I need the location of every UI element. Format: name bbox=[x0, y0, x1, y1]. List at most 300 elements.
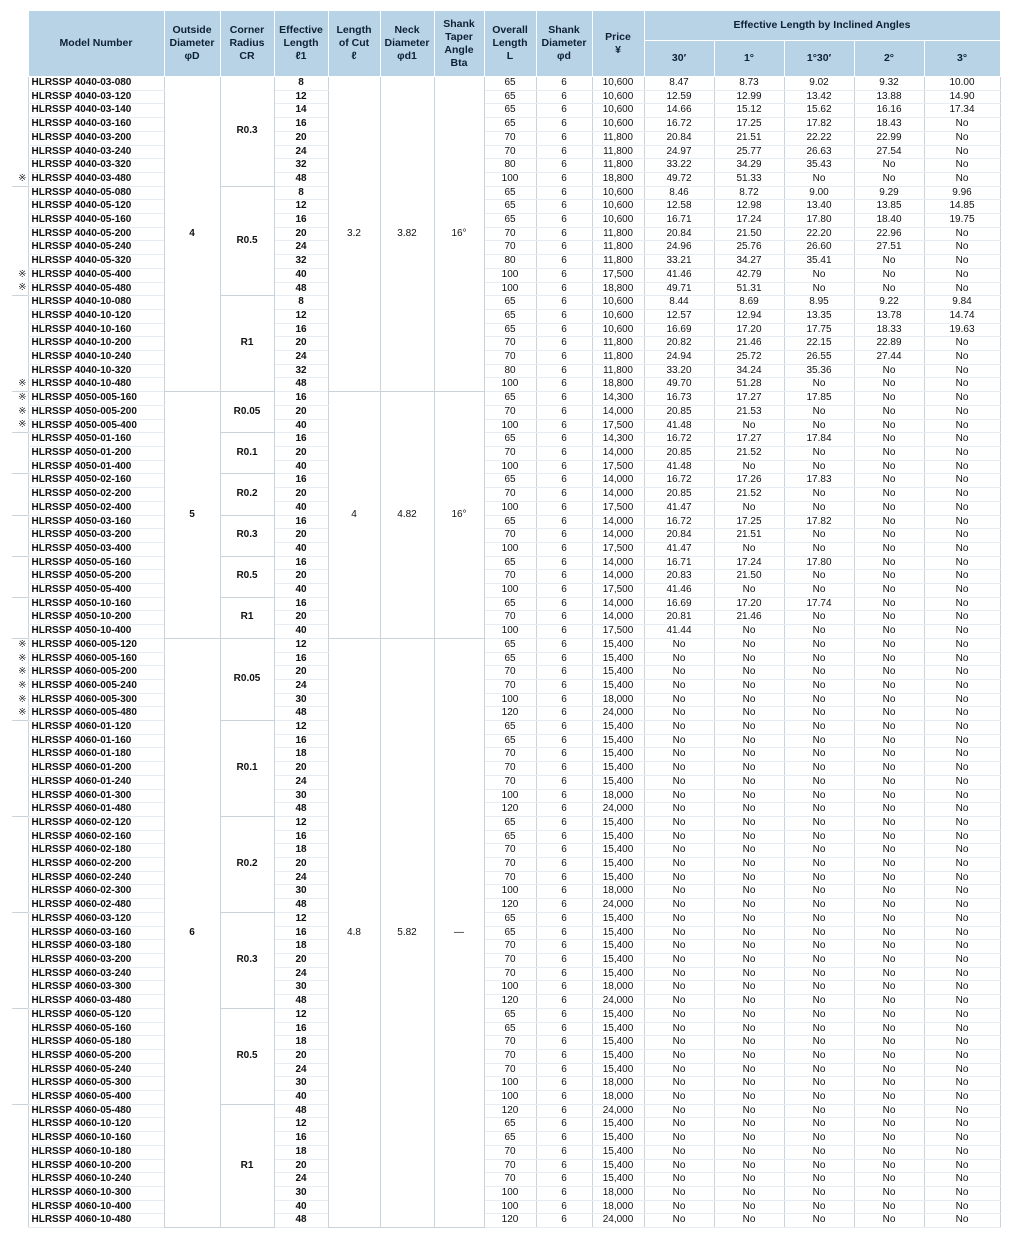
table-row bbox=[12, 954, 1000, 968]
inclined-length-cell: 17.27 bbox=[714, 392, 784, 406]
outside-diameter-cell: 6 bbox=[164, 638, 220, 1227]
table-row bbox=[12, 255, 1000, 269]
outside-diameter-cell: 4 bbox=[164, 77, 220, 392]
price-cell: 15,400 bbox=[592, 830, 644, 844]
overall-length-cell: 100 bbox=[484, 460, 536, 474]
inclined-length-cell: No bbox=[784, 1132, 854, 1146]
overall-length-cell: 70 bbox=[484, 844, 536, 858]
model-number-cell: HLRSSP 4040-10-160 bbox=[28, 323, 164, 337]
inclined-length-cell: No bbox=[854, 446, 924, 460]
table-row bbox=[12, 981, 1000, 995]
inclined-length-cell: No bbox=[924, 584, 1000, 598]
overall-length-cell: 100 bbox=[484, 542, 536, 556]
price-cell: 15,400 bbox=[592, 940, 644, 954]
price-cell: 15,400 bbox=[592, 1132, 644, 1146]
inclined-length-cell: No bbox=[714, 912, 784, 926]
table-row bbox=[12, 460, 1000, 474]
overall-length-cell: 70 bbox=[484, 679, 536, 693]
shank-diameter-cell: 6 bbox=[536, 186, 592, 200]
price-cell: 15,400 bbox=[592, 858, 644, 872]
inclined-length-cell: No bbox=[924, 954, 1000, 968]
table-row bbox=[12, 940, 1000, 954]
inclined-length-cell: No bbox=[924, 995, 1000, 1009]
inclined-length-cell: No bbox=[784, 858, 854, 872]
inclined-length-cell: No bbox=[854, 282, 924, 296]
header-line: φd1 bbox=[397, 50, 417, 62]
shank-diameter-cell: 6 bbox=[536, 200, 592, 214]
effective-length-cell: 30 bbox=[274, 1077, 328, 1091]
note-marker bbox=[12, 570, 28, 584]
effective-length-cell: 48 bbox=[274, 707, 328, 721]
effective-length-cell: 24 bbox=[274, 241, 328, 255]
effective-length-cell: 20 bbox=[274, 1159, 328, 1173]
inclined-length-cell: No bbox=[644, 940, 714, 954]
inclined-length-cell: No bbox=[714, 748, 784, 762]
inclined-length-cell: No bbox=[854, 611, 924, 625]
inclined-length-cell: No bbox=[924, 638, 1000, 652]
inclined-length-cell: No bbox=[924, 1049, 1000, 1063]
inclined-length-cell: No bbox=[854, 940, 924, 954]
effective-length-cell: 30 bbox=[274, 1186, 328, 1200]
model-number-cell: HLRSSP 4040-03-140 bbox=[28, 104, 164, 118]
inclined-length-cell: No bbox=[714, 1159, 784, 1173]
inclined-length-cell: No bbox=[854, 844, 924, 858]
model-number-cell: HLRSSP 4060-01-240 bbox=[28, 775, 164, 789]
overall-length-cell: 65 bbox=[484, 323, 536, 337]
price-cell: 15,400 bbox=[592, 1008, 644, 1022]
table-row bbox=[12, 721, 1000, 735]
inclined-length-cell: No bbox=[784, 1200, 854, 1214]
table-row bbox=[12, 638, 1000, 652]
inclined-length-cell: No bbox=[854, 871, 924, 885]
overall-length-cell: 70 bbox=[484, 858, 536, 872]
inclined-length-cell: No bbox=[924, 570, 1000, 584]
table-row bbox=[12, 1145, 1000, 1159]
inclined-length-cell: No bbox=[714, 1036, 784, 1050]
model-number-cell: HLRSSP 4040-05-120 bbox=[28, 200, 164, 214]
inclined-length-cell: No bbox=[714, 1118, 784, 1132]
effective-length-cell: 16 bbox=[274, 474, 328, 488]
table-row bbox=[12, 611, 1000, 625]
inclined-length-cell: No bbox=[714, 844, 784, 858]
inclined-length-cell: No bbox=[644, 707, 714, 721]
table-row bbox=[12, 131, 1000, 145]
note-marker bbox=[12, 337, 28, 351]
header-length-of-cut bbox=[328, 11, 380, 77]
effective-length-cell: 48 bbox=[274, 899, 328, 913]
model-number-cell: HLRSSP 4060-02-200 bbox=[28, 858, 164, 872]
inclined-length-cell: No bbox=[714, 1063, 784, 1077]
model-number-cell: HLRSSP 4040-10-080 bbox=[28, 296, 164, 310]
table-row bbox=[12, 378, 1000, 392]
note-marker: ※ bbox=[18, 707, 27, 719]
overall-length-cell: 120 bbox=[484, 1104, 536, 1118]
shank-diameter-cell: 6 bbox=[536, 392, 592, 406]
inclined-length-cell: No bbox=[644, 1132, 714, 1146]
inclined-length-cell: No bbox=[714, 816, 784, 830]
inclined-length-cell: No bbox=[854, 1063, 924, 1077]
inclined-length-cell: No bbox=[924, 474, 1000, 488]
effective-length-cell: 16 bbox=[274, 433, 328, 447]
shank-diameter-cell: 6 bbox=[536, 899, 592, 913]
note-marker bbox=[12, 775, 28, 789]
shank-diameter-cell: 6 bbox=[536, 1049, 592, 1063]
effective-length-cell: 20 bbox=[274, 227, 328, 241]
note-marker bbox=[12, 227, 28, 241]
note-marker bbox=[12, 1173, 28, 1187]
model-number-cell: HLRSSP 4040-03-200 bbox=[28, 131, 164, 145]
effective-length-cell: 20 bbox=[274, 337, 328, 351]
header-angle: 1°30′ bbox=[784, 41, 854, 77]
inclined-length-cell: 20.84 bbox=[644, 529, 714, 543]
inclined-length-cell: 35.41 bbox=[784, 255, 854, 269]
price-cell: 18,000 bbox=[592, 1091, 644, 1105]
inclined-length-cell: 33.22 bbox=[644, 159, 714, 173]
overall-length-cell: 65 bbox=[484, 309, 536, 323]
model-number-cell: HLRSSP 4050-01-400 bbox=[28, 460, 164, 474]
table-row bbox=[12, 90, 1000, 104]
inclined-length-cell: No bbox=[784, 1173, 854, 1187]
inclined-length-cell: No bbox=[924, 501, 1000, 515]
inclined-length-cell: 16.16 bbox=[854, 104, 924, 118]
inclined-length-cell: No bbox=[714, 693, 784, 707]
header-model-number: Model Number bbox=[28, 11, 164, 77]
inclined-length-cell: 20.85 bbox=[644, 488, 714, 502]
inclined-length-cell: 17.83 bbox=[784, 474, 854, 488]
price-cell: 14,000 bbox=[592, 529, 644, 543]
inclined-length-cell: No bbox=[784, 995, 854, 1009]
corner-radius-cell: R1 bbox=[220, 296, 274, 392]
overall-length-cell: 100 bbox=[484, 282, 536, 296]
inclined-length-cell: 8.72 bbox=[714, 186, 784, 200]
inclined-length-cell: 17.74 bbox=[784, 597, 854, 611]
inclined-length-cell: No bbox=[714, 762, 784, 776]
inclined-length-cell: No bbox=[854, 1145, 924, 1159]
overall-length-cell: 120 bbox=[484, 995, 536, 1009]
note-marker bbox=[12, 816, 28, 830]
overall-length-cell: 70 bbox=[484, 762, 536, 776]
inclined-length-cell: 35.36 bbox=[784, 364, 854, 378]
inclined-length-cell: 13.88 bbox=[854, 90, 924, 104]
inclined-length-cell: No bbox=[854, 1022, 924, 1036]
overall-length-cell: 70 bbox=[484, 748, 536, 762]
shank-diameter-cell: 6 bbox=[536, 1173, 592, 1187]
table-row bbox=[12, 446, 1000, 460]
corner-radius-cell: R0.5 bbox=[220, 1008, 274, 1104]
inclined-length-cell: 10.00 bbox=[924, 77, 1000, 91]
corner-radius-cell: R0.5 bbox=[220, 186, 274, 296]
corner-radius-cell: R1 bbox=[220, 1104, 274, 1227]
shank-diameter-cell: 6 bbox=[536, 762, 592, 776]
note-marker bbox=[12, 762, 28, 776]
inclined-length-cell: No bbox=[854, 926, 924, 940]
inclined-length-cell: No bbox=[924, 1036, 1000, 1050]
length-of-cut-cell: 3.2 bbox=[328, 77, 380, 392]
inclined-length-cell: 17.20 bbox=[714, 323, 784, 337]
effective-length-cell: 20 bbox=[274, 1049, 328, 1063]
header-effective-length bbox=[274, 11, 328, 77]
effective-length-cell: 12 bbox=[274, 1118, 328, 1132]
inclined-length-cell: No bbox=[854, 597, 924, 611]
table-row bbox=[12, 995, 1000, 1009]
table-row bbox=[12, 309, 1000, 323]
note-marker bbox=[12, 1091, 28, 1105]
shank-diameter-cell: 6 bbox=[536, 844, 592, 858]
effective-length-cell: 30 bbox=[274, 693, 328, 707]
inclined-length-cell: No bbox=[854, 1132, 924, 1146]
shank-diameter-cell: 6 bbox=[536, 488, 592, 502]
effective-length-cell: 12 bbox=[274, 721, 328, 735]
inclined-length-cell: No bbox=[784, 666, 854, 680]
effective-length-cell: 40 bbox=[274, 542, 328, 556]
overall-length-cell: 70 bbox=[484, 446, 536, 460]
model-number-cell: HLRSSP 4060-005-300 bbox=[28, 693, 164, 707]
price-cell: 11,800 bbox=[592, 351, 644, 365]
model-number-cell: HLRSSP 4050-005-160 bbox=[28, 392, 164, 406]
overall-length-cell: 70 bbox=[484, 1063, 536, 1077]
price-cell: 14,000 bbox=[592, 556, 644, 570]
inclined-length-cell: 17.34 bbox=[924, 104, 1000, 118]
shank-diameter-cell: 6 bbox=[536, 529, 592, 543]
inclined-length-cell: No bbox=[924, 775, 1000, 789]
inclined-length-cell: 49.70 bbox=[644, 378, 714, 392]
effective-length-cell: 16 bbox=[274, 734, 328, 748]
overall-length-cell: 65 bbox=[484, 912, 536, 926]
inclined-length-cell: No bbox=[854, 172, 924, 186]
overall-length-cell: 100 bbox=[484, 693, 536, 707]
model-number-cell: HLRSSP 4060-01-200 bbox=[28, 762, 164, 776]
inclined-length-cell: No bbox=[854, 255, 924, 269]
inclined-length-cell: 9.32 bbox=[854, 77, 924, 91]
overall-length-cell: 70 bbox=[484, 611, 536, 625]
inclined-length-cell: No bbox=[924, 282, 1000, 296]
overall-length-cell: 65 bbox=[484, 118, 536, 132]
note-marker bbox=[12, 296, 28, 310]
model-number-cell: HLRSSP 4050-02-200 bbox=[28, 488, 164, 502]
table-row bbox=[12, 186, 1000, 200]
effective-length-cell: 48 bbox=[274, 995, 328, 1009]
header-line: Taper bbox=[445, 30, 473, 43]
overall-length-cell: 65 bbox=[484, 104, 536, 118]
inclined-length-cell: No bbox=[784, 1008, 854, 1022]
inclined-length-cell: No bbox=[714, 501, 784, 515]
table-row bbox=[12, 1049, 1000, 1063]
inclined-length-cell: No bbox=[714, 1008, 784, 1022]
inclined-length-cell: No bbox=[854, 830, 924, 844]
overall-length-cell: 65 bbox=[484, 186, 536, 200]
overall-length-cell: 80 bbox=[484, 255, 536, 269]
inclined-length-cell: No bbox=[714, 871, 784, 885]
model-number-cell: HLRSSP 4060-10-480 bbox=[28, 1214, 164, 1228]
overall-length-cell: 100 bbox=[484, 885, 536, 899]
price-cell: 18,000 bbox=[592, 981, 644, 995]
model-number-cell: HLRSSP 4040-05-080 bbox=[28, 186, 164, 200]
effective-length-cell: 40 bbox=[274, 584, 328, 598]
effective-length-cell: 16 bbox=[274, 118, 328, 132]
note-marker bbox=[12, 1008, 28, 1022]
note-marker bbox=[12, 940, 28, 954]
inclined-length-cell: 21.53 bbox=[714, 405, 784, 419]
header-angle: 30′ bbox=[644, 41, 714, 77]
effective-length-cell: 24 bbox=[274, 679, 328, 693]
shank-diameter-cell: 6 bbox=[536, 214, 592, 228]
inclined-length-cell: 14.74 bbox=[924, 309, 1000, 323]
inclined-length-cell: No bbox=[854, 1186, 924, 1200]
price-cell: 17,500 bbox=[592, 419, 644, 433]
table-row bbox=[12, 159, 1000, 173]
overall-length-cell: 65 bbox=[484, 296, 536, 310]
inclined-length-cell: 34.27 bbox=[714, 255, 784, 269]
overall-length-cell: 65 bbox=[484, 926, 536, 940]
table-row bbox=[12, 597, 1000, 611]
note-marker bbox=[12, 789, 28, 803]
shank-diameter-cell: 6 bbox=[536, 1091, 592, 1105]
inclined-length-cell: 34.29 bbox=[714, 159, 784, 173]
overall-length-cell: 65 bbox=[484, 474, 536, 488]
inclined-length-cell: No bbox=[924, 255, 1000, 269]
table-row bbox=[12, 419, 1000, 433]
inclined-length-cell: No bbox=[854, 460, 924, 474]
price-cell: 14,000 bbox=[592, 488, 644, 502]
effective-length-cell: 24 bbox=[274, 1173, 328, 1187]
inclined-length-cell: No bbox=[924, 1132, 1000, 1146]
overall-length-cell: 100 bbox=[484, 584, 536, 598]
inclined-length-cell: No bbox=[644, 1173, 714, 1187]
table-row bbox=[12, 1008, 1000, 1022]
model-number-cell: HLRSSP 4060-02-160 bbox=[28, 830, 164, 844]
inclined-length-cell: No bbox=[924, 1104, 1000, 1118]
inclined-length-cell: No bbox=[644, 1036, 714, 1050]
inclined-length-cell: No bbox=[924, 419, 1000, 433]
shank-taper-cell: — bbox=[434, 638, 484, 1227]
note-marker: ※ bbox=[18, 378, 27, 390]
inclined-length-cell: No bbox=[924, 926, 1000, 940]
table-row bbox=[12, 542, 1000, 556]
inclined-length-cell: No bbox=[784, 748, 854, 762]
inclined-length-cell: No bbox=[644, 1022, 714, 1036]
table-row bbox=[12, 899, 1000, 913]
header-angle: 1° bbox=[714, 41, 784, 77]
note-marker bbox=[12, 104, 28, 118]
inclined-length-cell: No bbox=[714, 652, 784, 666]
price-cell: 15,400 bbox=[592, 638, 644, 652]
inclined-length-cell: 21.52 bbox=[714, 488, 784, 502]
inclined-length-cell: No bbox=[854, 529, 924, 543]
overall-length-cell: 70 bbox=[484, 351, 536, 365]
effective-length-cell: 16 bbox=[274, 926, 328, 940]
inclined-length-cell: 26.63 bbox=[784, 145, 854, 159]
inclined-length-cell: No bbox=[644, 981, 714, 995]
inclined-length-cell: 16.72 bbox=[644, 118, 714, 132]
price-cell: 15,400 bbox=[592, 1145, 644, 1159]
shank-diameter-cell: 6 bbox=[536, 268, 592, 282]
note-marker bbox=[12, 967, 28, 981]
shank-diameter-cell: 6 bbox=[536, 515, 592, 529]
header-angle: 2° bbox=[854, 41, 924, 77]
inclined-length-cell: No bbox=[854, 1091, 924, 1105]
table-row bbox=[12, 584, 1000, 598]
note-marker bbox=[12, 1186, 28, 1200]
table-row bbox=[12, 830, 1000, 844]
inclined-length-cell: No bbox=[714, 1186, 784, 1200]
inclined-length-cell: 21.52 bbox=[714, 446, 784, 460]
table-row bbox=[12, 1200, 1000, 1214]
inclined-length-cell: No bbox=[714, 1104, 784, 1118]
inclined-length-cell: No bbox=[924, 405, 1000, 419]
inclined-length-cell: No bbox=[714, 1091, 784, 1105]
inclined-length-cell: 17.80 bbox=[784, 214, 854, 228]
shank-diameter-cell: 6 bbox=[536, 1008, 592, 1022]
inclined-length-cell: No bbox=[644, 830, 714, 844]
inclined-length-cell: No bbox=[924, 227, 1000, 241]
price-cell: 24,000 bbox=[592, 707, 644, 721]
model-number-cell: HLRSSP 4060-05-480 bbox=[28, 1104, 164, 1118]
inclined-length-cell: No bbox=[784, 542, 854, 556]
effective-length-cell: 30 bbox=[274, 981, 328, 995]
effective-length-cell: 20 bbox=[274, 570, 328, 584]
shank-diameter-cell: 6 bbox=[536, 364, 592, 378]
table-row bbox=[12, 282, 1000, 296]
inclined-length-cell: No bbox=[854, 1200, 924, 1214]
inclined-length-cell: No bbox=[924, 1077, 1000, 1091]
price-cell: 15,400 bbox=[592, 967, 644, 981]
inclined-length-cell: No bbox=[784, 762, 854, 776]
shank-diameter-cell: 6 bbox=[536, 584, 592, 598]
table-row bbox=[12, 200, 1000, 214]
inclined-length-cell: No bbox=[924, 858, 1000, 872]
inclined-length-cell: 41.46 bbox=[644, 584, 714, 598]
price-cell: 10,600 bbox=[592, 186, 644, 200]
inclined-length-cell: 51.33 bbox=[714, 172, 784, 186]
shank-diameter-cell: 6 bbox=[536, 556, 592, 570]
effective-length-cell: 18 bbox=[274, 940, 328, 954]
inclined-length-cell: No bbox=[784, 981, 854, 995]
table-row bbox=[12, 1173, 1000, 1187]
shank-diameter-cell: 6 bbox=[536, 816, 592, 830]
effective-length-cell: 40 bbox=[274, 625, 328, 639]
note-marker bbox=[12, 844, 28, 858]
overall-length-cell: 100 bbox=[484, 625, 536, 639]
shank-diameter-cell: 6 bbox=[536, 1118, 592, 1132]
inclined-length-cell: No bbox=[784, 789, 854, 803]
shank-diameter-cell: 6 bbox=[536, 926, 592, 940]
effective-length-cell: 24 bbox=[274, 351, 328, 365]
inclined-length-cell: 17.24 bbox=[714, 556, 784, 570]
spec-table-wrapper bbox=[12, 10, 1000, 1228]
inclined-length-cell: No bbox=[784, 871, 854, 885]
overall-length-cell: 70 bbox=[484, 775, 536, 789]
price-cell: 11,800 bbox=[592, 241, 644, 255]
model-number-cell: HLRSSP 4060-005-160 bbox=[28, 652, 164, 666]
note-marker bbox=[12, 1132, 28, 1146]
price-cell: 15,400 bbox=[592, 679, 644, 693]
inclined-length-cell: 12.57 bbox=[644, 309, 714, 323]
shank-diameter-cell: 6 bbox=[536, 967, 592, 981]
inclined-length-cell: No bbox=[784, 1159, 854, 1173]
note-marker bbox=[12, 830, 28, 844]
model-number-cell: HLRSSP 4060-05-300 bbox=[28, 1077, 164, 1091]
inclined-length-cell: No bbox=[714, 899, 784, 913]
price-cell: 11,800 bbox=[592, 131, 644, 145]
overall-length-cell: 65 bbox=[484, 77, 536, 91]
inclined-length-cell: No bbox=[714, 995, 784, 1009]
shank-diameter-cell: 6 bbox=[536, 995, 592, 1009]
price-cell: 18,800 bbox=[592, 282, 644, 296]
note-marker bbox=[12, 1214, 28, 1228]
inclined-length-cell: 22.22 bbox=[784, 131, 854, 145]
inclined-length-cell: No bbox=[854, 679, 924, 693]
price-cell: 11,800 bbox=[592, 227, 644, 241]
